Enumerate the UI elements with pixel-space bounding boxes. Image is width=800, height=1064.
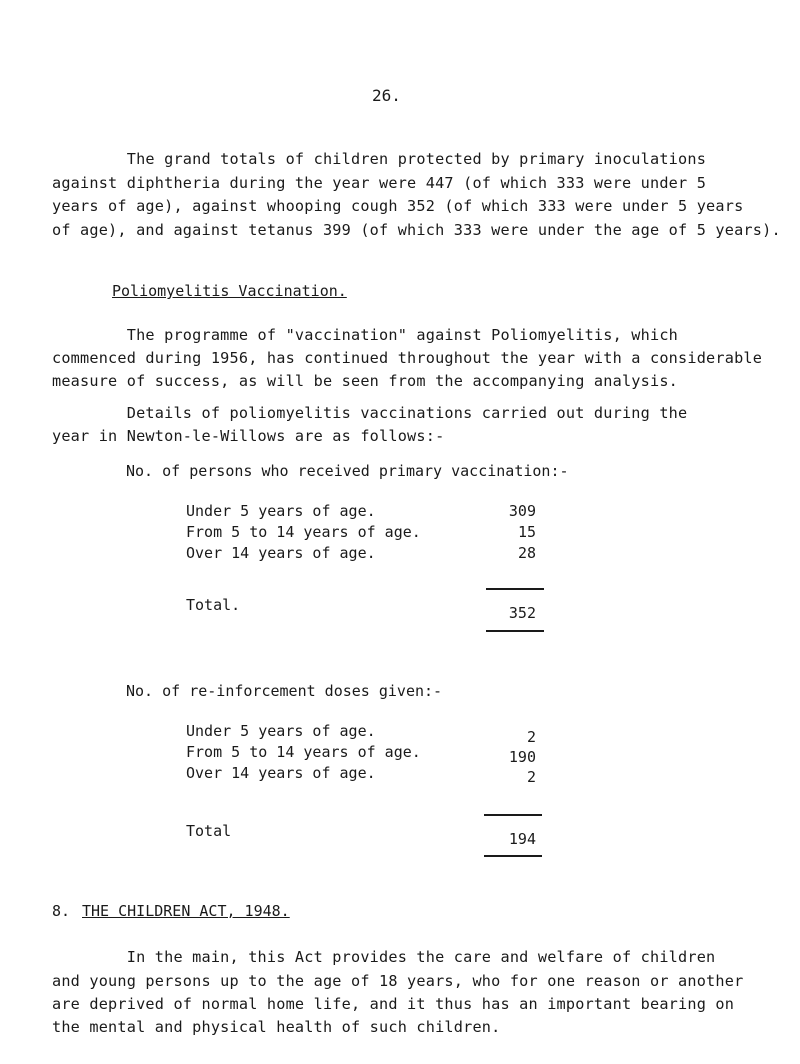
row-label: From 5 to 14 years of age.	[186, 743, 421, 761]
total-value: 352	[508, 604, 536, 622]
row-label: Over 14 years of age.	[186, 544, 376, 562]
rule-bottom	[484, 855, 542, 857]
text-line: years of age), against whooping cough 352 (of which 333 were under 5 years	[52, 197, 744, 215]
rule-top	[486, 588, 544, 590]
table-caption: No. of persons who received primary vaccination:-	[126, 462, 569, 480]
text-line: the mental and physical health of such children.	[52, 1018, 501, 1036]
total-value: 194	[508, 830, 536, 848]
row-label: From 5 to 14 years of age.	[186, 523, 421, 541]
row-value: 15	[517, 523, 536, 541]
row-label: Under 5 years of age.	[186, 502, 376, 520]
polio-heading: Poliomyelitis Vaccination.	[112, 282, 347, 300]
row-label: Under 5 years of age.	[186, 722, 376, 740]
text-line: year in Newton-le-Willows are as follows:-	[52, 427, 445, 445]
row-value: 28	[517, 544, 536, 562]
row-value: 2	[526, 728, 536, 746]
text-line: of age), and against tetanus 399 (of which 333 were under the age of 5 years).	[52, 221, 781, 239]
text-line: In the main, this Act provides the care and welfare of children	[52, 948, 716, 966]
page-number: 26.	[372, 86, 401, 105]
text-line: The programme of "vaccination" against Poliomyelitis, which	[52, 326, 679, 344]
text-line: commenced during 1956, has continued throughout the year with a considerable	[52, 349, 763, 367]
row-label: Over 14 years of age.	[186, 764, 376, 782]
row-value: 2	[526, 768, 536, 786]
text-line: and young persons up to the age of 18 years, who for one reason or another	[52, 972, 744, 990]
section-title: THE CHILDREN ACT, 1948.	[82, 902, 290, 920]
total-label: Total.	[186, 596, 241, 614]
table-caption: No. of re-inforcement doses given:-	[126, 682, 443, 700]
section-number: 8.	[52, 902, 71, 920]
text-line: measure of success, as will be seen from the accompanying analysis.	[52, 372, 679, 390]
row-value: 309	[508, 502, 536, 520]
text-line: The grand totals of children protected by primary inoculations	[52, 150, 707, 168]
text-line: against diphtheria during the year were 447 (of which 333 were under 5	[52, 174, 707, 192]
text-line: are deprived of normal home life, and it thus has an important bearing on	[52, 995, 735, 1013]
total-label: Total	[186, 822, 232, 840]
rule-top	[484, 814, 542, 816]
row-value: 190	[508, 748, 536, 766]
text-line: Details of poliomyelitis vaccinations carried out during the	[52, 404, 688, 422]
rule-bottom	[486, 630, 544, 632]
